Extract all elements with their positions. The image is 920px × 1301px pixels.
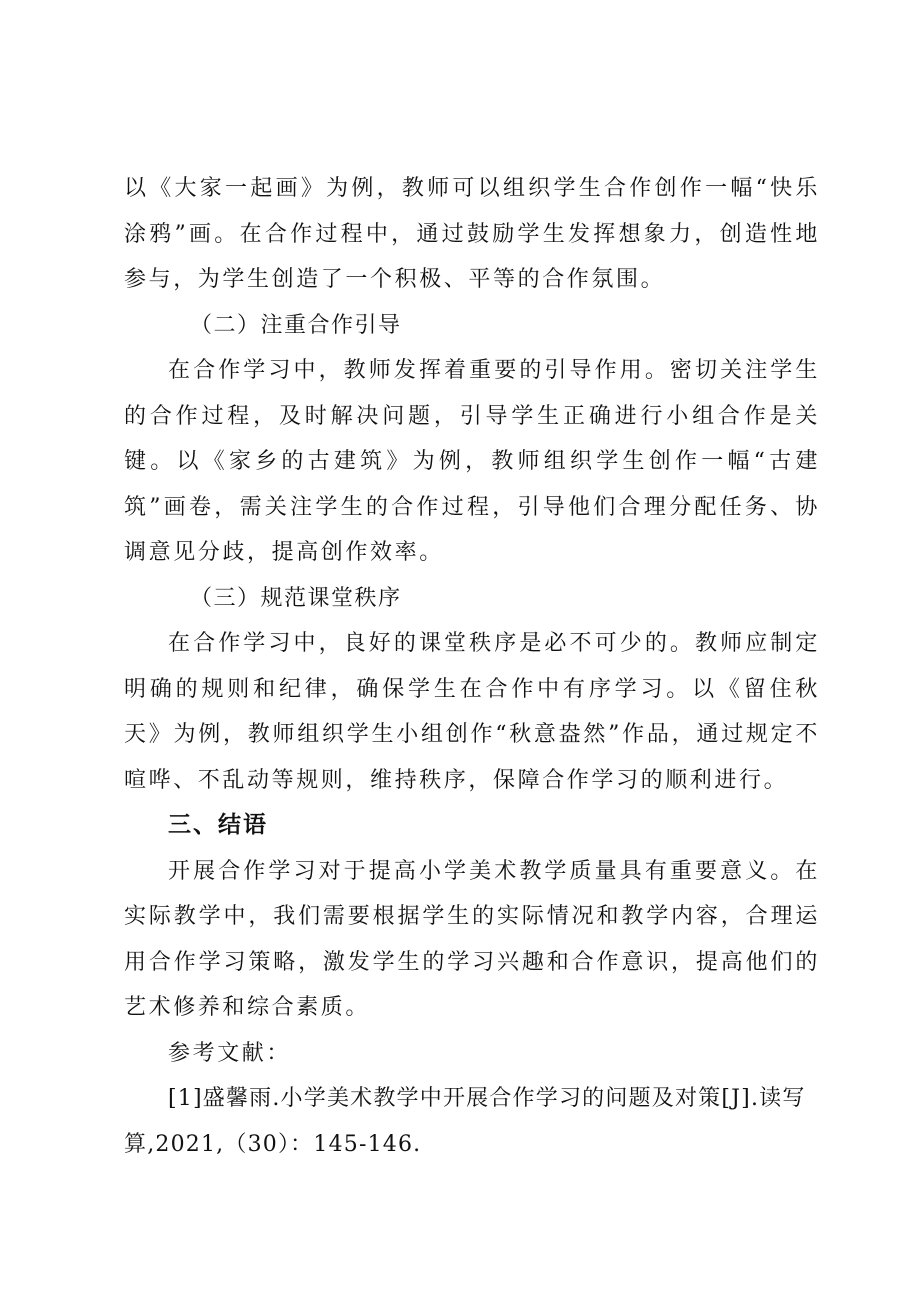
references-title: 参考文献： (168, 1040, 292, 1066)
paragraph-example-graffiti: 以《大家一起画》为例，教师可以组织学生合作创作一幅“快乐涂鸦”画。在合作过程中，通过鼓励学生发挥想象力，创造性地参与，为学生创造了一个积极、平等的合作氛围。 (124, 176, 820, 292)
paragraph-cooperation-guidance: 在合作学习中，教师发挥着重要的引导作用。密切关注学生的合作过程，及时解决问题，引导学生正确进行小组合作是关键。以《家乡的古建筑》为例，教师组织学生创作一幅“古建筑”画卷，需关注学生的合作过程，引导他们合理分配任务、协调意见分歧，提高创作效率。 (124, 358, 820, 565)
paragraph-classroom-order: 在合作学习中，良好的课堂秩序是必不可少的。教师应制定明确的规则和纪律，确保学生在合作中有序学习。以《留住秋天》为例，教师组织学生小组创作“秋意盎然”作品，通过规定不喧哗、不乱动等规则，维持秩序，保障合作学习的顺利进行。 (124, 631, 820, 793)
reference-item-1: [1]盛馨雨.小学美术教学中开展合作学习的问题及对策[J].读写算,2021,（30）：145-146. (124, 1086, 806, 1157)
section-heading-conclusion: 三、结语 (168, 812, 268, 838)
paragraph-conclusion: 开展合作学习对于提高小学美术教学质量具有重要意义。在实际教学中，我们需要根据学生的实际情况和教学内容，合理运用合作学习策略，激发学生的学习兴趣和合作意识，提高他们的艺术修养和综合素质。 (124, 858, 820, 1020)
subheading-cooperation-guidance: （二）注重合作引导 (190, 312, 402, 338)
subheading-classroom-order: （三）规范课堂秩序 (190, 585, 402, 611)
